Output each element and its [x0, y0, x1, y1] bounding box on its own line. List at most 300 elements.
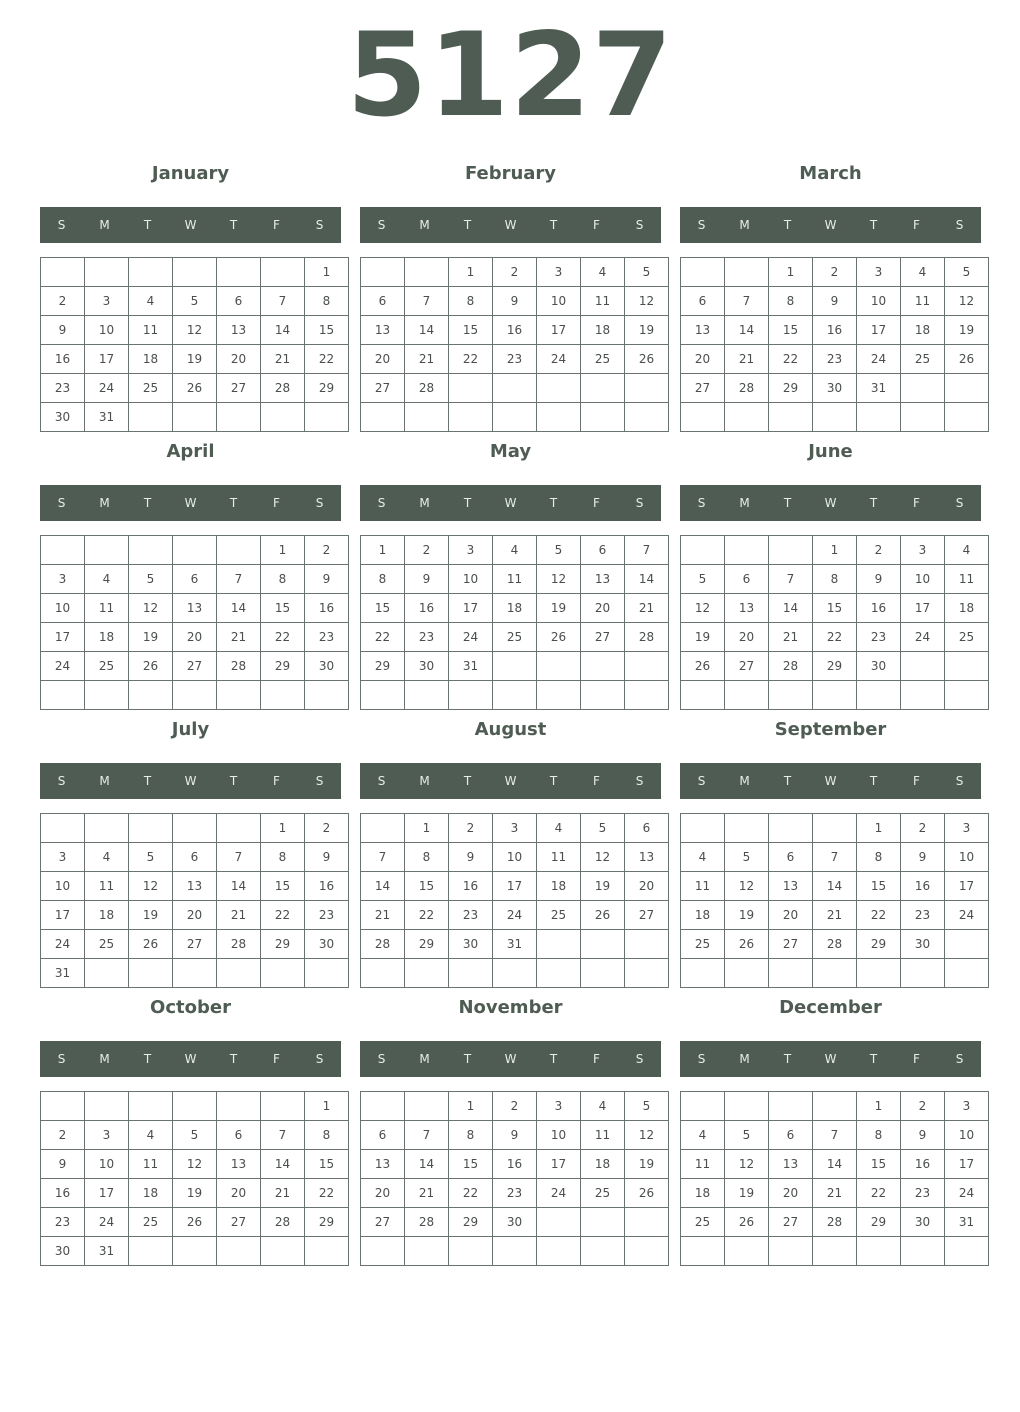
weekday-label: S — [697, 218, 706, 232]
day-cell: 9 — [41, 316, 85, 345]
day-cell: 16 — [901, 872, 945, 901]
day-cell: 19 — [129, 901, 173, 930]
day-cell: 30 — [493, 1208, 537, 1237]
day-cell: 21 — [405, 345, 449, 374]
empty-day-cell — [361, 1092, 405, 1121]
day-cell: 24 — [493, 901, 537, 930]
empty-day-cell — [813, 814, 857, 843]
month-title: January — [151, 163, 230, 184]
day-grid — [680, 535, 989, 710]
day-cell: 4 — [901, 258, 945, 287]
empty-day-cell — [625, 1208, 669, 1237]
empty-day-cell — [537, 959, 581, 988]
day-cell: 8 — [405, 843, 449, 872]
empty-day-cell — [681, 1237, 725, 1266]
empty-day-cell — [537, 1237, 581, 1266]
day-cell: 3 — [41, 843, 85, 872]
day-cell: 16 — [813, 316, 857, 345]
empty-day-cell — [945, 652, 989, 681]
day-cell: 29 — [405, 930, 449, 959]
day-cell: 25 — [129, 1208, 173, 1237]
day-cell: 2 — [901, 814, 945, 843]
day-cell: 17 — [41, 901, 85, 930]
empty-day-cell — [625, 403, 669, 432]
month-title: February — [464, 163, 557, 184]
day-cell: 14 — [625, 565, 669, 594]
day-cell: 25 — [537, 901, 581, 930]
empty-day-cell — [725, 536, 769, 565]
empty-day-cell — [305, 403, 349, 432]
weekday-label: S — [315, 774, 324, 788]
day-cell: 1 — [361, 536, 405, 565]
day-cell: 22 — [261, 623, 305, 652]
empty-day-cell — [361, 681, 405, 710]
week-row — [361, 814, 669, 843]
day-cell: 31 — [41, 959, 85, 988]
day-cell: 15 — [305, 1150, 349, 1179]
empty-day-cell — [217, 1237, 261, 1266]
weekday-header-bar — [680, 207, 981, 243]
empty-day-cell — [537, 652, 581, 681]
day-cell: 25 — [681, 930, 725, 959]
empty-day-cell — [581, 1208, 625, 1237]
day-cell: 6 — [581, 536, 625, 565]
day-cell: 9 — [449, 843, 493, 872]
day-cell: 9 — [901, 843, 945, 872]
day-cell: 16 — [493, 316, 537, 345]
day-cell: 14 — [813, 872, 857, 901]
day-cell: 18 — [581, 1150, 625, 1179]
day-cell: 21 — [813, 901, 857, 930]
day-cell: 1 — [449, 1092, 493, 1121]
day-cell: 20 — [581, 594, 625, 623]
day-cell: 15 — [261, 872, 305, 901]
week-row — [361, 930, 669, 959]
weekday-label: T — [869, 496, 878, 510]
weekday-label: S — [955, 1052, 964, 1066]
day-cell: 30 — [41, 1237, 85, 1266]
week-row — [681, 814, 989, 843]
day-cell: 6 — [217, 287, 261, 316]
day-cell: 27 — [625, 901, 669, 930]
weekday-label: S — [57, 218, 66, 232]
weekday-label: T — [463, 218, 472, 232]
day-cell: 5 — [173, 1121, 217, 1150]
day-cell: 26 — [537, 623, 581, 652]
day-cell: 24 — [537, 1179, 581, 1208]
week-row — [361, 565, 669, 594]
month-title: November — [458, 997, 563, 1018]
empty-day-cell — [261, 681, 305, 710]
day-cell: 15 — [361, 594, 405, 623]
week-row — [41, 652, 349, 681]
empty-day-cell — [537, 930, 581, 959]
day-cell: 23 — [405, 623, 449, 652]
day-cell: 28 — [813, 930, 857, 959]
day-cell: 12 — [537, 565, 581, 594]
week-row — [41, 316, 349, 345]
week-row — [361, 316, 669, 345]
empty-day-cell — [769, 536, 813, 565]
empty-day-cell — [581, 374, 625, 403]
week-row — [361, 652, 669, 681]
day-cell: 28 — [405, 374, 449, 403]
day-cell: 29 — [769, 374, 813, 403]
day-cell: 8 — [261, 843, 305, 872]
day-cell: 24 — [537, 345, 581, 374]
day-cell: 10 — [945, 843, 989, 872]
week-row — [681, 258, 989, 287]
day-cell: 11 — [85, 594, 129, 623]
day-cell: 25 — [85, 930, 129, 959]
weekday-label: T — [229, 774, 238, 788]
weekday-label: F — [593, 1052, 600, 1066]
day-cell: 10 — [449, 565, 493, 594]
empty-day-cell — [493, 403, 537, 432]
day-cell: 20 — [217, 345, 261, 374]
weekday-label: T — [869, 218, 878, 232]
weekday-header-bar — [360, 1041, 661, 1077]
day-cell: 9 — [813, 287, 857, 316]
day-cell: 17 — [85, 1179, 129, 1208]
day-cell: 24 — [41, 930, 85, 959]
day-cell: 2 — [449, 814, 493, 843]
empty-day-cell — [725, 959, 769, 988]
day-cell: 25 — [493, 623, 537, 652]
week-row — [41, 374, 349, 403]
empty-day-cell — [813, 403, 857, 432]
empty-day-cell — [41, 814, 85, 843]
week-row — [681, 843, 989, 872]
day-cell: 10 — [493, 843, 537, 872]
weekday-label: F — [913, 1052, 920, 1066]
weekday-label: M — [739, 1052, 750, 1066]
day-cell: 1 — [769, 258, 813, 287]
day-cell: 27 — [173, 930, 217, 959]
day-cell: 21 — [625, 594, 669, 623]
day-cell: 14 — [813, 1150, 857, 1179]
day-cell: 23 — [901, 901, 945, 930]
day-cell: 31 — [449, 652, 493, 681]
day-cell: 17 — [41, 623, 85, 652]
empty-day-cell — [85, 959, 129, 988]
empty-day-cell — [769, 403, 813, 432]
day-cell: 8 — [449, 1121, 493, 1150]
weekday-header-bar — [40, 485, 341, 521]
day-cell: 7 — [217, 843, 261, 872]
week-row — [41, 901, 349, 930]
day-cell: 28 — [217, 930, 261, 959]
empty-day-cell — [217, 403, 261, 432]
empty-day-cell — [625, 374, 669, 403]
day-cell: 1 — [405, 814, 449, 843]
day-cell: 22 — [261, 901, 305, 930]
weekday-label: T — [549, 1052, 558, 1066]
day-cell: 28 — [217, 652, 261, 681]
day-cell: 6 — [681, 287, 725, 316]
day-cell: 29 — [813, 652, 857, 681]
day-cell: 13 — [581, 565, 625, 594]
day-cell: 17 — [537, 1150, 581, 1179]
day-cell: 23 — [449, 901, 493, 930]
day-cell: 15 — [857, 872, 901, 901]
day-cell: 8 — [813, 565, 857, 594]
day-cell: 27 — [725, 652, 769, 681]
day-cell: 26 — [173, 374, 217, 403]
day-cell: 26 — [725, 930, 769, 959]
week-row — [681, 1179, 989, 1208]
empty-day-cell — [625, 652, 669, 681]
day-cell: 4 — [129, 287, 173, 316]
day-cell: 16 — [405, 594, 449, 623]
weekday-header-bar — [40, 1041, 341, 1077]
day-cell: 28 — [405, 1208, 449, 1237]
empty-day-cell — [813, 681, 857, 710]
day-cell: 19 — [173, 345, 217, 374]
day-cell: 28 — [261, 1208, 305, 1237]
day-cell: 5 — [129, 565, 173, 594]
day-cell: 9 — [305, 565, 349, 594]
day-grid — [360, 813, 669, 988]
day-cell: 8 — [857, 843, 901, 872]
week-row — [41, 594, 349, 623]
weekday-label: T — [463, 496, 472, 510]
empty-day-cell — [945, 681, 989, 710]
day-cell: 12 — [725, 1150, 769, 1179]
day-cell: 26 — [945, 345, 989, 374]
weekday-label: S — [635, 496, 644, 510]
weekday-label: F — [273, 774, 280, 788]
weekday-label: S — [955, 218, 964, 232]
empty-day-cell — [725, 258, 769, 287]
weekday-header-bar — [680, 1041, 981, 1077]
day-cell: 10 — [41, 872, 85, 901]
week-row — [681, 681, 989, 710]
day-cell: 22 — [857, 901, 901, 930]
weekday-label: S — [697, 1052, 706, 1066]
weekday-header-bar — [40, 763, 341, 799]
day-cell: 17 — [493, 872, 537, 901]
week-row — [681, 959, 989, 988]
day-cell: 26 — [129, 930, 173, 959]
empty-day-cell — [405, 258, 449, 287]
empty-day-cell — [681, 959, 725, 988]
weekday-header-bar — [360, 763, 661, 799]
empty-day-cell — [725, 814, 769, 843]
empty-day-cell — [681, 814, 725, 843]
empty-day-cell — [681, 681, 725, 710]
week-row — [681, 930, 989, 959]
weekday-label: W — [504, 1052, 517, 1066]
day-cell: 10 — [85, 1150, 129, 1179]
weekday-label: M — [99, 1052, 110, 1066]
day-cell: 24 — [945, 1179, 989, 1208]
day-cell: 19 — [129, 623, 173, 652]
day-cell: 3 — [537, 1092, 581, 1121]
day-cell: 18 — [901, 316, 945, 345]
weekday-label: S — [377, 774, 386, 788]
weekday-label: T — [783, 496, 792, 510]
month-title: May — [489, 441, 532, 462]
empty-day-cell — [129, 1092, 173, 1121]
empty-day-cell — [857, 403, 901, 432]
day-cell: 22 — [449, 345, 493, 374]
day-cell: 17 — [537, 316, 581, 345]
day-cell: 23 — [493, 345, 537, 374]
day-cell: 24 — [857, 345, 901, 374]
empty-day-cell — [725, 1237, 769, 1266]
weekday-label: S — [57, 496, 66, 510]
weekday-label: F — [913, 496, 920, 510]
weekday-label: T — [549, 774, 558, 788]
weekday-label: S — [377, 496, 386, 510]
day-cell: 15 — [305, 316, 349, 345]
weekday-label: F — [913, 218, 920, 232]
day-cell: 11 — [581, 287, 625, 316]
empty-day-cell — [405, 1092, 449, 1121]
empty-day-cell — [493, 374, 537, 403]
day-cell: 23 — [41, 1208, 85, 1237]
weekday-label: W — [824, 774, 837, 788]
day-cell: 15 — [813, 594, 857, 623]
day-cell: 28 — [625, 623, 669, 652]
day-cell: 18 — [681, 1179, 725, 1208]
day-cell: 21 — [217, 623, 261, 652]
day-cell: 3 — [85, 1121, 129, 1150]
day-cell: 24 — [449, 623, 493, 652]
empty-day-cell — [361, 959, 405, 988]
weekday-label: F — [593, 774, 600, 788]
weekday-header-bar — [360, 485, 661, 521]
empty-day-cell — [129, 814, 173, 843]
month-title: September — [774, 719, 887, 740]
day-cell: 17 — [85, 345, 129, 374]
day-cell: 24 — [901, 623, 945, 652]
day-cell: 6 — [173, 565, 217, 594]
day-cell: 31 — [85, 1237, 129, 1266]
day-cell: 25 — [901, 345, 945, 374]
empty-day-cell — [813, 959, 857, 988]
day-cell: 13 — [173, 594, 217, 623]
week-row — [361, 843, 669, 872]
day-cell: 21 — [405, 1179, 449, 1208]
day-cell: 21 — [261, 345, 305, 374]
day-cell: 28 — [361, 930, 405, 959]
day-cell: 7 — [725, 287, 769, 316]
empty-day-cell — [261, 403, 305, 432]
month-title: December — [779, 997, 882, 1018]
day-cell: 14 — [217, 594, 261, 623]
empty-day-cell — [901, 959, 945, 988]
day-cell: 20 — [769, 901, 813, 930]
day-cell: 11 — [681, 872, 725, 901]
week-row — [41, 623, 349, 652]
weekday-label: M — [419, 774, 430, 788]
empty-day-cell — [625, 1237, 669, 1266]
weekday-label: T — [783, 218, 792, 232]
empty-day-cell — [945, 1237, 989, 1266]
empty-day-cell — [85, 814, 129, 843]
day-cell: 2 — [493, 258, 537, 287]
empty-day-cell — [405, 403, 449, 432]
empty-day-cell — [537, 403, 581, 432]
day-cell: 29 — [857, 1208, 901, 1237]
day-grid — [40, 535, 349, 710]
weekday-label: S — [635, 218, 644, 232]
weekday-label: M — [419, 496, 430, 510]
weekday-label: M — [99, 218, 110, 232]
day-cell: 26 — [681, 652, 725, 681]
day-cell: 12 — [173, 316, 217, 345]
day-cell: 30 — [449, 930, 493, 959]
day-cell: 16 — [41, 1179, 85, 1208]
day-cell: 14 — [405, 1150, 449, 1179]
day-cell: 21 — [725, 345, 769, 374]
day-cell: 21 — [813, 1179, 857, 1208]
day-cell: 9 — [493, 287, 537, 316]
weekday-label: S — [377, 218, 386, 232]
day-cell: 4 — [681, 1121, 725, 1150]
day-cell: 5 — [725, 843, 769, 872]
day-cell: 21 — [769, 623, 813, 652]
empty-day-cell — [405, 959, 449, 988]
day-cell: 22 — [305, 1179, 349, 1208]
day-cell: 16 — [857, 594, 901, 623]
day-cell: 23 — [813, 345, 857, 374]
day-cell: 30 — [41, 403, 85, 432]
day-cell: 31 — [945, 1208, 989, 1237]
empty-day-cell — [449, 959, 493, 988]
day-grid — [680, 1091, 989, 1266]
empty-day-cell — [305, 959, 349, 988]
day-cell: 3 — [945, 1092, 989, 1121]
day-cell: 1 — [305, 258, 349, 287]
day-cell: 15 — [769, 316, 813, 345]
weekday-label: S — [315, 218, 324, 232]
weekday-label: F — [913, 774, 920, 788]
weekday-label: S — [57, 1052, 66, 1066]
day-cell: 31 — [85, 403, 129, 432]
month-title: March — [799, 163, 862, 184]
day-cell: 23 — [493, 1179, 537, 1208]
weekday-label: T — [229, 1052, 238, 1066]
empty-day-cell — [901, 652, 945, 681]
weekday-label: F — [273, 496, 280, 510]
day-cell: 12 — [129, 594, 173, 623]
day-cell: 5 — [173, 287, 217, 316]
week-row — [41, 843, 349, 872]
weekday-label: T — [549, 496, 558, 510]
empty-day-cell — [129, 536, 173, 565]
day-cell: 11 — [945, 565, 989, 594]
weekday-label: M — [419, 218, 430, 232]
empty-day-cell — [537, 1208, 581, 1237]
day-grid — [40, 257, 349, 432]
day-cell: 28 — [725, 374, 769, 403]
day-cell: 27 — [361, 1208, 405, 1237]
empty-day-cell — [405, 681, 449, 710]
day-cell: 4 — [581, 258, 625, 287]
day-cell: 23 — [305, 623, 349, 652]
empty-day-cell — [217, 681, 261, 710]
weekday-label: T — [143, 496, 152, 510]
weekday-label: W — [184, 218, 197, 232]
day-cell: 10 — [537, 1121, 581, 1150]
day-cell: 13 — [769, 872, 813, 901]
day-cell: 15 — [405, 872, 449, 901]
weekday-label: W — [504, 218, 517, 232]
week-row — [41, 1150, 349, 1179]
